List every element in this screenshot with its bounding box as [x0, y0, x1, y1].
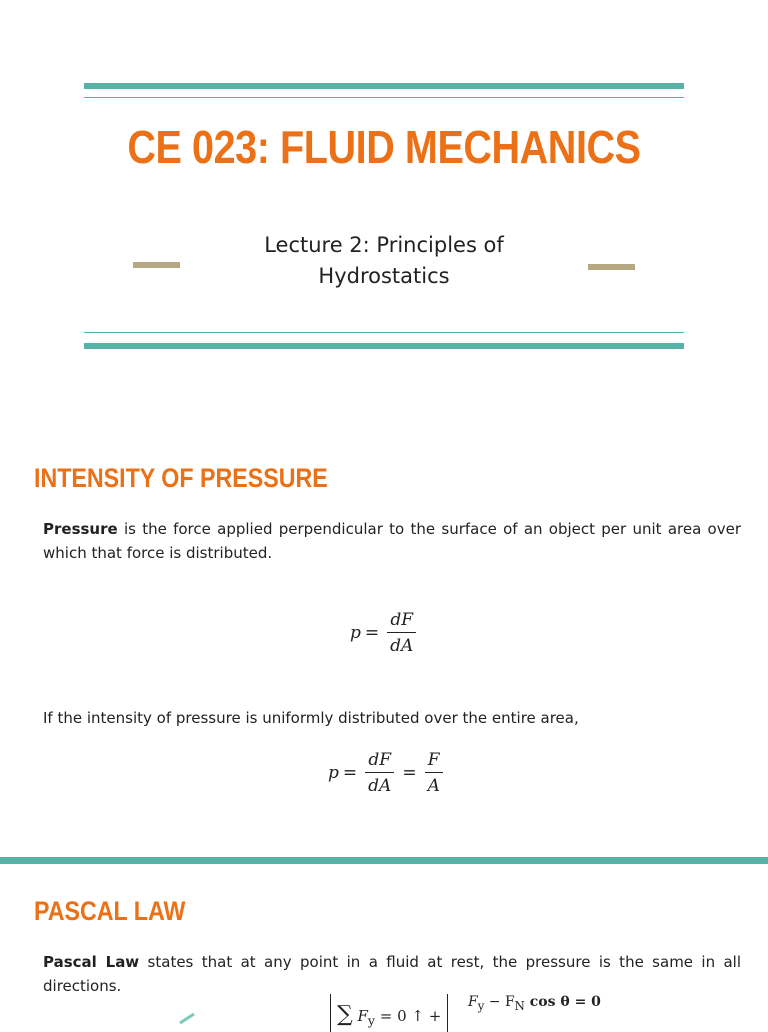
pascal-definition-text: states that at any point in a fluid at rest, the pressure is the same in all directions.: [43, 953, 741, 995]
page-title: CE 023: FLUID MECHANICS: [127, 121, 641, 173]
eq2-denominator-1: dA: [368, 776, 392, 796]
pressure-equation-2: [328, 750, 447, 796]
eq2-numerator-1: dF: [365, 750, 394, 773]
section-heading-intensity: INTENSITY OF PRESSURE: [34, 463, 328, 493]
top-thick-rule: [84, 83, 684, 89]
pressure-term: Pressure: [43, 520, 118, 538]
pascal-equation-right: [468, 994, 601, 1013]
eq1-numerator: dF: [387, 610, 416, 633]
bottom-thick-rule: [84, 343, 684, 349]
pascal-eq-right-f: F: [468, 994, 478, 1010]
pascal-eq-right-sub1: y: [477, 998, 485, 1013]
left-accent-dash: [133, 262, 180, 268]
pressure-equation-1: [350, 610, 420, 656]
eq2-denominator-2: A: [427, 776, 440, 796]
subtitle-line-1: Lecture 2: Principles of: [264, 233, 504, 257]
eq1-fraction: [387, 610, 416, 656]
eq2-lhs: p: [328, 763, 339, 783]
pressure-definition: [43, 517, 741, 565]
section-divider: [0, 857, 768, 864]
pascal-eq-left-sub: y: [367, 1013, 375, 1028]
subtitle-line-2: Hydrostatics: [318, 264, 450, 288]
top-thin-rule: [84, 97, 684, 98]
eq1-denominator: dA: [390, 636, 414, 656]
sum-symbol: ∑: [337, 1002, 353, 1027]
pascal-eq-left-rest: = 0 ↑ +: [374, 1007, 442, 1025]
eq2-equals-2: =: [402, 763, 417, 783]
pascal-definition: [43, 950, 741, 998]
eq2-equals: =: [342, 763, 358, 783]
pascal-eq-right-mid: − F: [484, 994, 515, 1010]
section-heading-pascal: PASCAL LAW: [34, 896, 186, 926]
pascal-equilibrium-bracket: ∑ $F_y = 0$ ↑ +: [330, 994, 448, 1032]
partial-diagram-stroke: [178, 1012, 198, 1024]
eq1-equals: =: [364, 623, 380, 643]
uniform-pressure-text: If the intensity of pressure is uniformly distributed over the entire area,: [43, 709, 579, 727]
lecture-subtitle: [184, 230, 584, 292]
eq2-fraction-1: [365, 750, 394, 796]
eq2-fraction-2: [425, 750, 443, 796]
eq2-numerator-2: F: [425, 750, 443, 773]
pascal-term: Pascal Law: [43, 953, 140, 971]
pascal-eq-right-rest: cos θ = 0: [524, 994, 601, 1010]
bottom-thin-rule: [84, 332, 684, 333]
pressure-definition-text: is the force applied perpendicular to the surface of an object per unit area over which that force is distributed.: [43, 520, 741, 562]
pascal-eq-right-sub2: N: [514, 998, 525, 1013]
right-accent-dash: [588, 264, 635, 270]
eq1-lhs: p: [350, 623, 361, 643]
